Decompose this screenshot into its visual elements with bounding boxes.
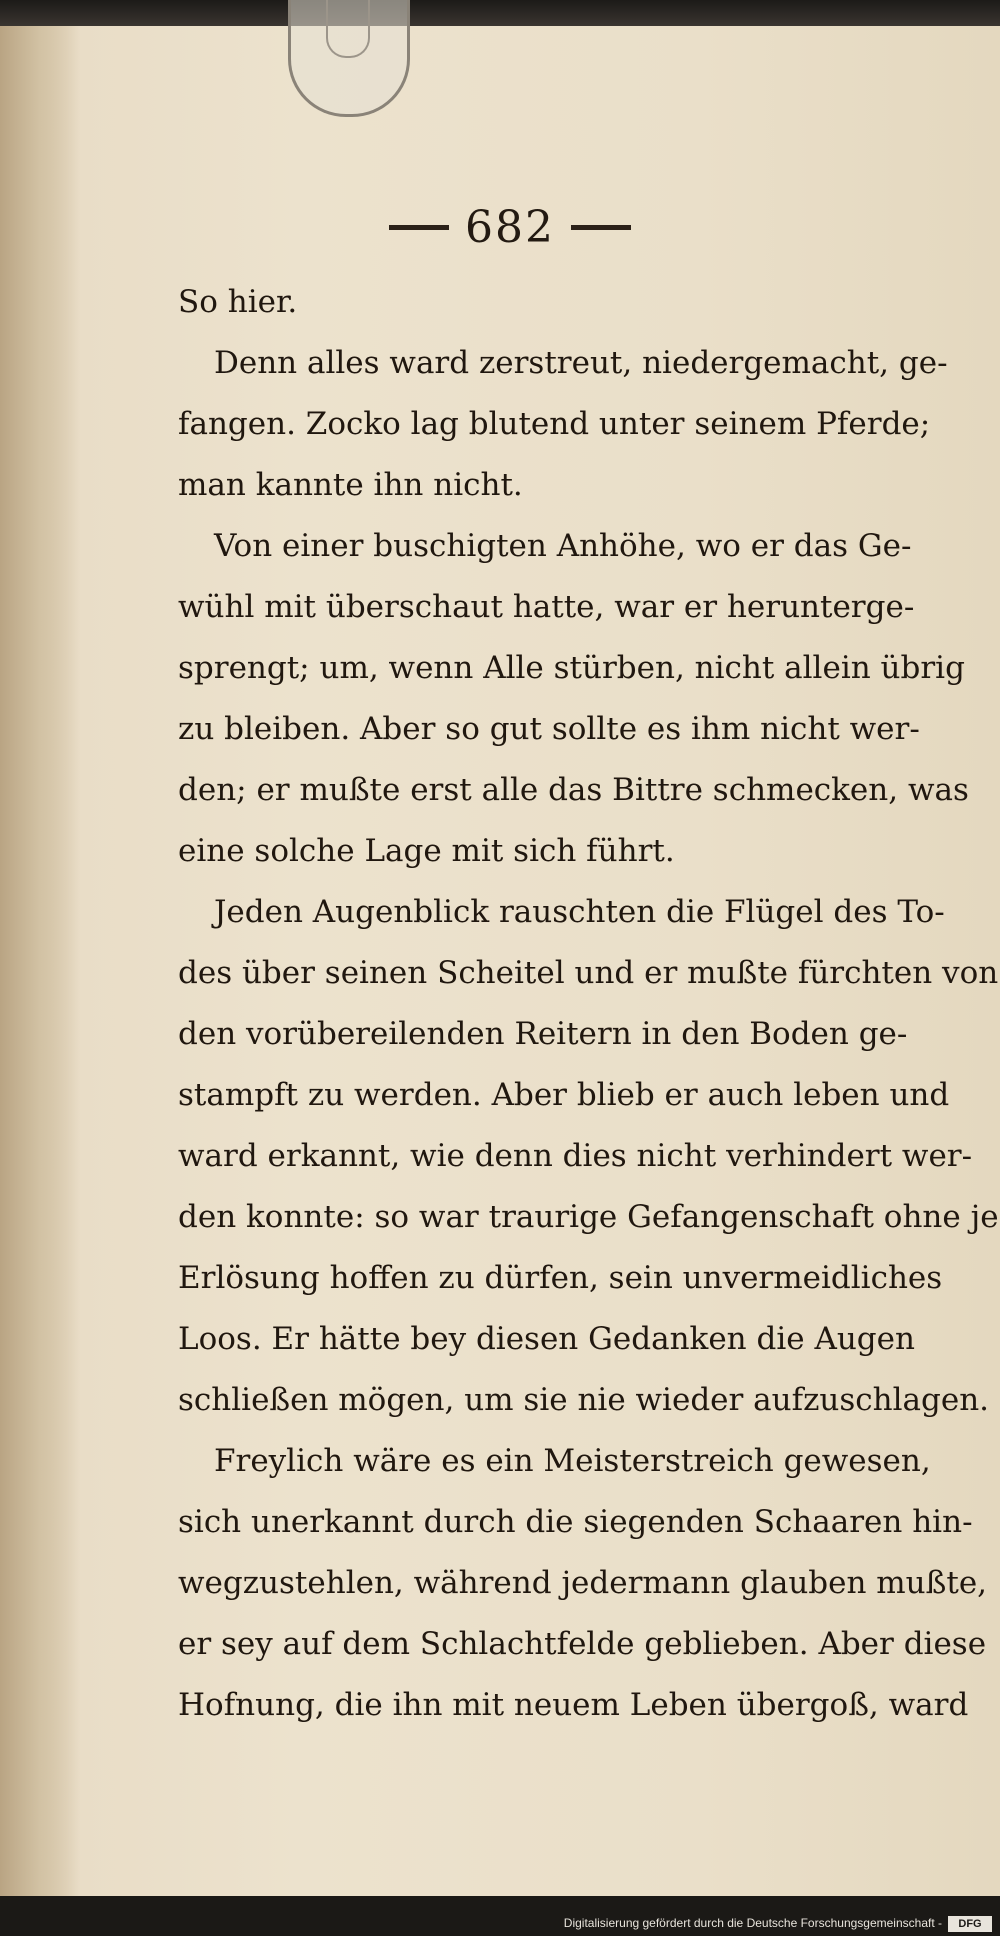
text-line: er sey auf dem Schlachtfelde geblieben. Aber diese	[178, 1626, 987, 1662]
page-header	[360, 192, 660, 262]
page-clip-slot	[326, 0, 370, 58]
text-line: wühl mit überschaut hatte, war er herunterge-	[178, 589, 915, 625]
dfg-logo: DFG	[948, 1916, 992, 1932]
text-line: wegzustehlen, während jedermann glauben mußte,	[178, 1565, 988, 1601]
scan-bottom-edge	[0, 1896, 1000, 1936]
text-line: eine solche Lage mit sich führt.	[178, 833, 675, 869]
text-line: fangen. Zocko lag blutend unter seinem Pferde;	[178, 406, 931, 442]
text-line: stampft zu werden. Aber blieb er auch leben und	[178, 1077, 950, 1113]
text-line: Denn alles ward zerstreut, niedergemacht, ge-	[214, 345, 948, 381]
text-line: Freylich wäre es ein Meisterstreich gewesen,	[214, 1443, 931, 1479]
text-line: zu bleiben. Aber so gut sollte es ihm nicht wer-	[178, 711, 920, 747]
text-line: des über seinen Scheitel und er mußte fürchten von	[178, 955, 999, 991]
text-line: Hofnung, die ihn mit neuem Leben übergoß, ward	[178, 1687, 969, 1723]
scan-top-edge	[0, 0, 1000, 26]
text-line: Erlösung hoffen zu dürfen, sein unvermeidliches	[178, 1260, 943, 1296]
text-line: man kannte ihn nicht.	[178, 467, 523, 503]
text-line: Von einer buschigten Anhöhe, wo er das Ge-	[214, 528, 912, 564]
text-line: Loos. Er hätte bey diesen Gedanken die Augen	[178, 1321, 915, 1357]
text-line: So hier.	[178, 284, 298, 320]
digitization-credit: Digitalisierung gefördert durch die Deutsche Forschungsgemeinschaft -	[563, 1916, 942, 1930]
text-line: schließen mögen, um sie nie wieder aufzuschlagen.	[178, 1382, 990, 1418]
text-line: Jeden Augenblick rauschten die Flügel des To-	[214, 894, 945, 930]
text-line: ward erkannt, wie denn dies nicht verhindert wer-	[178, 1138, 973, 1174]
body-text	[178, 272, 999, 1736]
header-rule-left	[389, 225, 449, 230]
text-line: den vorübereilenden Reitern in den Boden ge-	[178, 1016, 908, 1052]
text-line: sich unerkannt durch die siegenden Schaaren hin-	[178, 1504, 973, 1540]
header-rule-right	[571, 225, 631, 230]
page-gutter	[0, 22, 80, 1898]
page-number: 682	[465, 201, 555, 253]
text-line: sprengt; um, wenn Alle stürben, nicht allein übrig	[178, 650, 965, 686]
text-line: den; er mußte erst alle das Bittre schmecken, was	[178, 772, 969, 808]
text-line: den konnte: so war traurige Gefangenschaft ohne je	[178, 1199, 999, 1235]
